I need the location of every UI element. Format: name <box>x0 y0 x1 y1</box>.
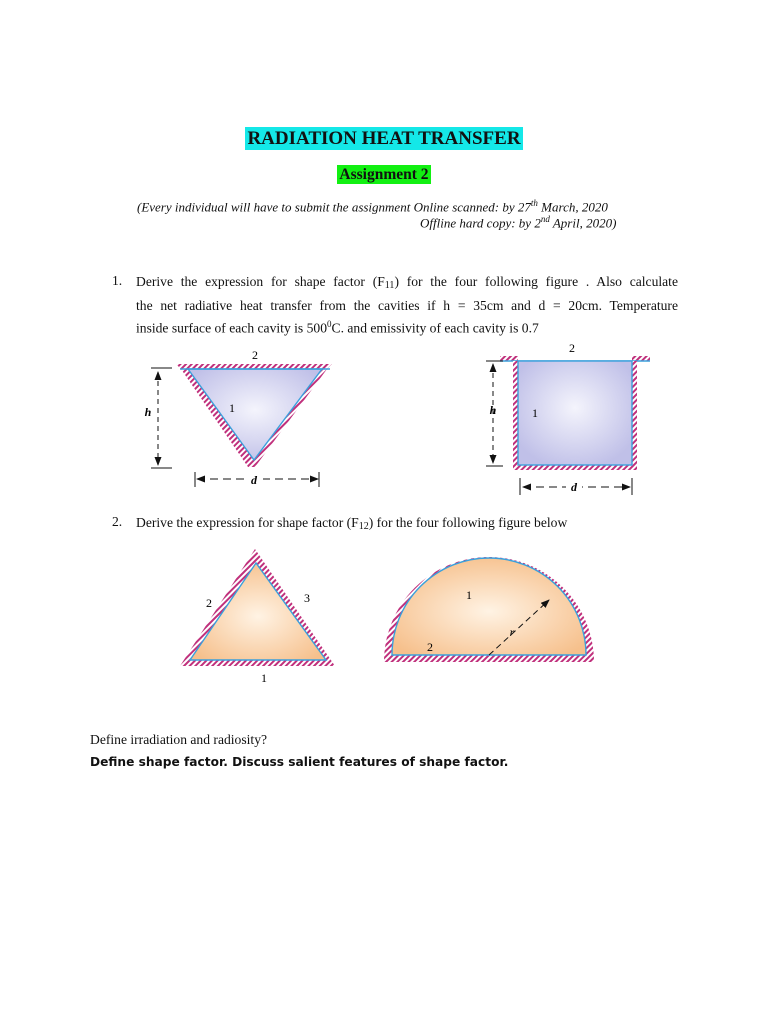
q1-line3-sup: 0 <box>327 319 332 329</box>
note2-suffix: April, 2020) <box>549 215 617 231</box>
extra-question-shape-factor: Define shape factor. Discuss salient features of shape factor. <box>90 755 509 769</box>
q1-fig1-h-label: h <box>144 405 152 419</box>
q1-fig2-label-inner: 1 <box>532 406 538 420</box>
q2-text-a: Derive the expression for shape factor (F <box>136 515 359 530</box>
q1-line3-a: inside surface of each cavity is 500 <box>136 320 327 336</box>
square-top-left-hatch <box>500 356 518 361</box>
q1-fig2-d-label: d <box>571 480 577 494</box>
triangle-cavity-fill <box>188 369 322 460</box>
q2-fig2-label-top: 1 <box>466 588 472 602</box>
q2-fig2-label-bottom: 2 <box>427 640 433 654</box>
note1-sup: th <box>530 198 538 208</box>
q1-fig1-d-label: d <box>251 473 257 487</box>
semicircle-fill <box>392 558 586 655</box>
q1-fig1-label-top: 2 <box>252 348 258 362</box>
square-top-right-hatch <box>632 356 650 361</box>
question1-line2: the net radiative heat transfer from the cavities if h = 35cm and d = 20cm. Temperature <box>136 297 678 313</box>
square-bottom-hatch <box>513 465 637 470</box>
note1-prefix: (Every individual will have to submit the assignment Online scanned: by 27 <box>137 199 531 215</box>
note1-suffix: March, 2020 <box>537 199 608 215</box>
square-right-hatch <box>632 361 637 469</box>
q1-line1-sub: 11 <box>384 280 395 291</box>
q1-fig2-h-label: h <box>489 403 497 417</box>
q1-triangle-cavity-figure <box>145 348 332 487</box>
q1-square-cavity-figure <box>486 341 650 495</box>
q1-line1-a: Derive the expression for shape factor (F <box>136 274 385 289</box>
question2-number: 2. <box>112 514 123 529</box>
q2-fig2-label-radius: r <box>509 625 515 639</box>
q2-triangle-enclosure-figure <box>180 549 335 685</box>
q1-line3-b: C. and emissivity of each cavity is 0.7 <box>331 320 539 336</box>
question1-number: 1. <box>112 273 123 288</box>
q2-fig1-label-right: 3 <box>304 591 310 605</box>
q1-line1-b: ) for the four following figure . Also calculate <box>394 274 678 289</box>
extra-question-irradiation: Define irradiation and radiosity? <box>90 732 268 747</box>
q2-fig1-label-left: 2 <box>206 596 212 610</box>
q1-fig2-label-top: 2 <box>569 341 575 355</box>
assignment-label: Assignment 2 <box>339 166 429 183</box>
square-left-hatch <box>513 361 518 469</box>
q2-text-sub: 12 <box>358 521 369 532</box>
q1-fig1-label-inner: 1 <box>229 401 235 415</box>
q2-text-b: ) for the four following figure below <box>368 515 568 530</box>
question2-text <box>136 513 567 537</box>
note2-sup: nd <box>540 214 550 224</box>
q2-semicircle-enclosure-figure <box>384 557 594 662</box>
q2-fig1-label-bottom: 1 <box>261 671 267 685</box>
triangle-enclosure-fill <box>190 563 326 660</box>
note2-prefix: Offline hard copy: by 2 <box>420 215 541 231</box>
document-title: RADIATION HEAT TRANSFER <box>247 128 521 149</box>
